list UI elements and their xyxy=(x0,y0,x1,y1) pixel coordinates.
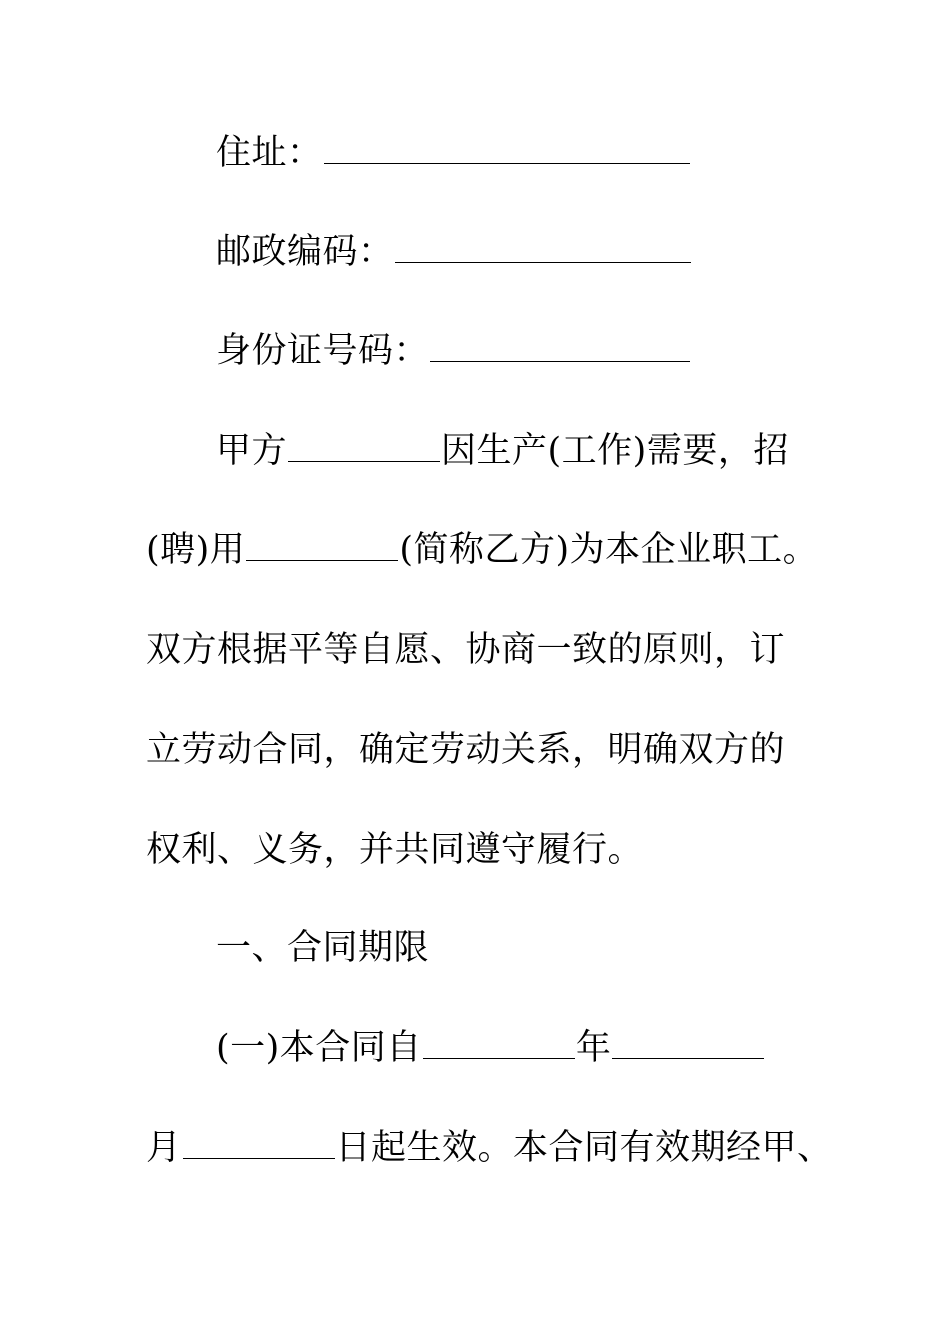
month-blank[interactable] xyxy=(612,1028,764,1059)
year-blank[interactable] xyxy=(423,1028,575,1059)
id-number-label: 身份证号码： xyxy=(216,331,430,371)
party-a-blank[interactable] xyxy=(288,431,440,462)
month-text: 月 xyxy=(146,1128,182,1168)
recruit-reason-text: 因生产(工作)需要，招 xyxy=(441,431,789,471)
party-b-blank[interactable] xyxy=(246,530,398,561)
party-a-prefix: 甲方 xyxy=(216,431,288,471)
postal-code-blank[interactable] xyxy=(395,232,691,263)
postal-code-line xyxy=(216,222,692,282)
section1-line2 xyxy=(146,1118,833,1178)
section1-line1 xyxy=(216,1018,765,1078)
postal-code-label: 邮政编码： xyxy=(216,232,394,272)
id-number-line xyxy=(216,321,691,381)
effective-text: 日起生效。本合同有效期经甲、 xyxy=(335,1128,833,1168)
hire-prefix: (聘)用 xyxy=(146,530,246,570)
section1-heading: 一、合同期限 xyxy=(216,928,430,968)
paragraph1-line4: 立劳动合同，确定劳动关系，明确双方的 xyxy=(146,730,786,770)
address-line xyxy=(216,123,691,183)
address-label: 住址： xyxy=(216,133,323,173)
paragraph1-line1 xyxy=(216,421,789,481)
year-text: 年 xyxy=(575,1028,612,1068)
day-blank[interactable] xyxy=(183,1128,335,1159)
paragraph1-line2 xyxy=(146,520,818,580)
party-b-text: (简称乙方)为本企业职工。 xyxy=(399,530,819,570)
id-number-blank[interactable] xyxy=(430,331,690,362)
paragraph1-line5: 权利、义务，并共同遵守履行。 xyxy=(146,830,644,870)
address-blank[interactable] xyxy=(324,133,690,164)
effective-from-text: (一)本合同自 xyxy=(216,1028,422,1068)
paragraph1-line3: 双方根据平等自愿、协商一致的原则，订 xyxy=(146,630,786,670)
